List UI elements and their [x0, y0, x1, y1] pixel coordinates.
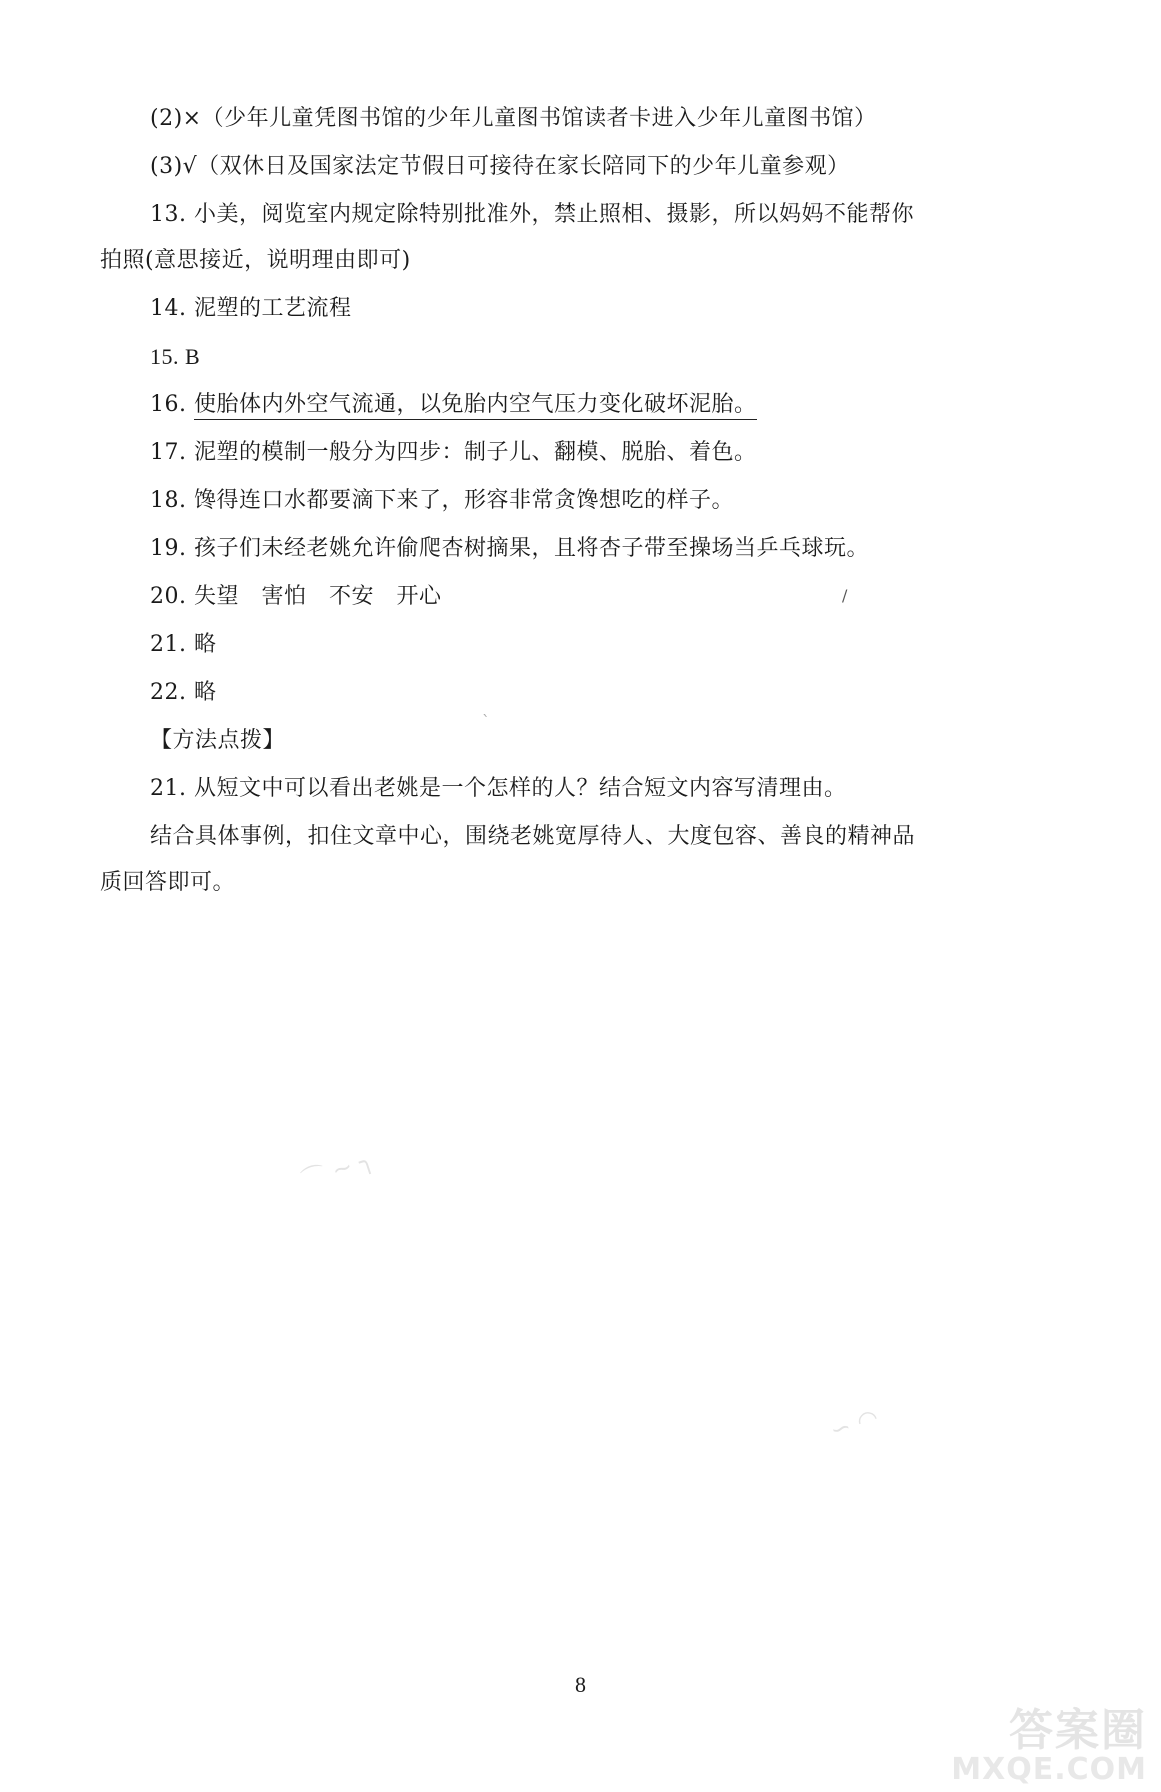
answer-18: 18. 馋得连口水都要滴下来了，形容非常贪馋想吃的样子。 [150, 488, 734, 513]
answer-13-line-1: 13. 小美，阅览室内规定除特别批准外，禁止照相、摄影，所以妈妈不能帮你 [150, 202, 914, 227]
page-number: 8 [575, 1672, 586, 1697]
watermark-url: MXQE.COM [951, 1752, 1147, 1787]
method-answer-line-1: 结合具体事例，扣住文章中心，围绕老姚宽厚待人、大度包容、善良的精神品 [150, 824, 916, 849]
faint-smudge: ⌒ ∼ ╮ [298, 1145, 378, 1195]
answer-12-3: (3)√（双休日及国家法定节假日可接待在家长陪同下的少年儿童参观） [150, 154, 850, 179]
watermark-logo: 答案圈 [1009, 1705, 1147, 1756]
method-answer-line-2: 质回答即可。 [100, 870, 236, 895]
stray-mark: / [842, 586, 848, 605]
answer-21: 21. 略 [150, 632, 217, 657]
method-question-21: 21. 从短文中可以看出老姚是一个怎样的人？结合短文内容写清理由。 [150, 776, 847, 801]
answer-17: 17. 泥塑的模制一般分为四步：制子儿、翻模、脱胎、着色。 [150, 440, 757, 465]
answer-16 [150, 390, 757, 420]
site-watermark [897, 1705, 1147, 1787]
answer-19: 19. 孩子们未经老姚允许偷爬杏树摘果，且将杏子带至操场当乒乓球玩。 [150, 536, 869, 561]
method-tips-heading: 【方法点拨】 [150, 728, 286, 753]
stray-mark: ˋ [482, 712, 490, 731]
answer-16-number: 16. [150, 392, 194, 417]
answer-13-line-2: 拍照(意思接近，说明理由即可) [100, 248, 411, 273]
answer-12-2: (2)×（少年儿童凭图书馆的少年儿童图书馆读者卡进入少年儿童图书馆） [150, 106, 877, 131]
faint-smudge: ∽ ◠ [826, 1403, 882, 1445]
answer-20: 20. 失望 害怕 不安 开心 [150, 584, 442, 609]
answer-15: 15. B [150, 344, 201, 369]
answer-14: 14. 泥塑的工艺流程 [150, 296, 352, 321]
answer-22: 22. 略 [150, 680, 217, 705]
answer-16-underlined-text: 使胎体内外空气流通，以免胎内空气压力变化破坏泥胎。 [194, 392, 757, 420]
